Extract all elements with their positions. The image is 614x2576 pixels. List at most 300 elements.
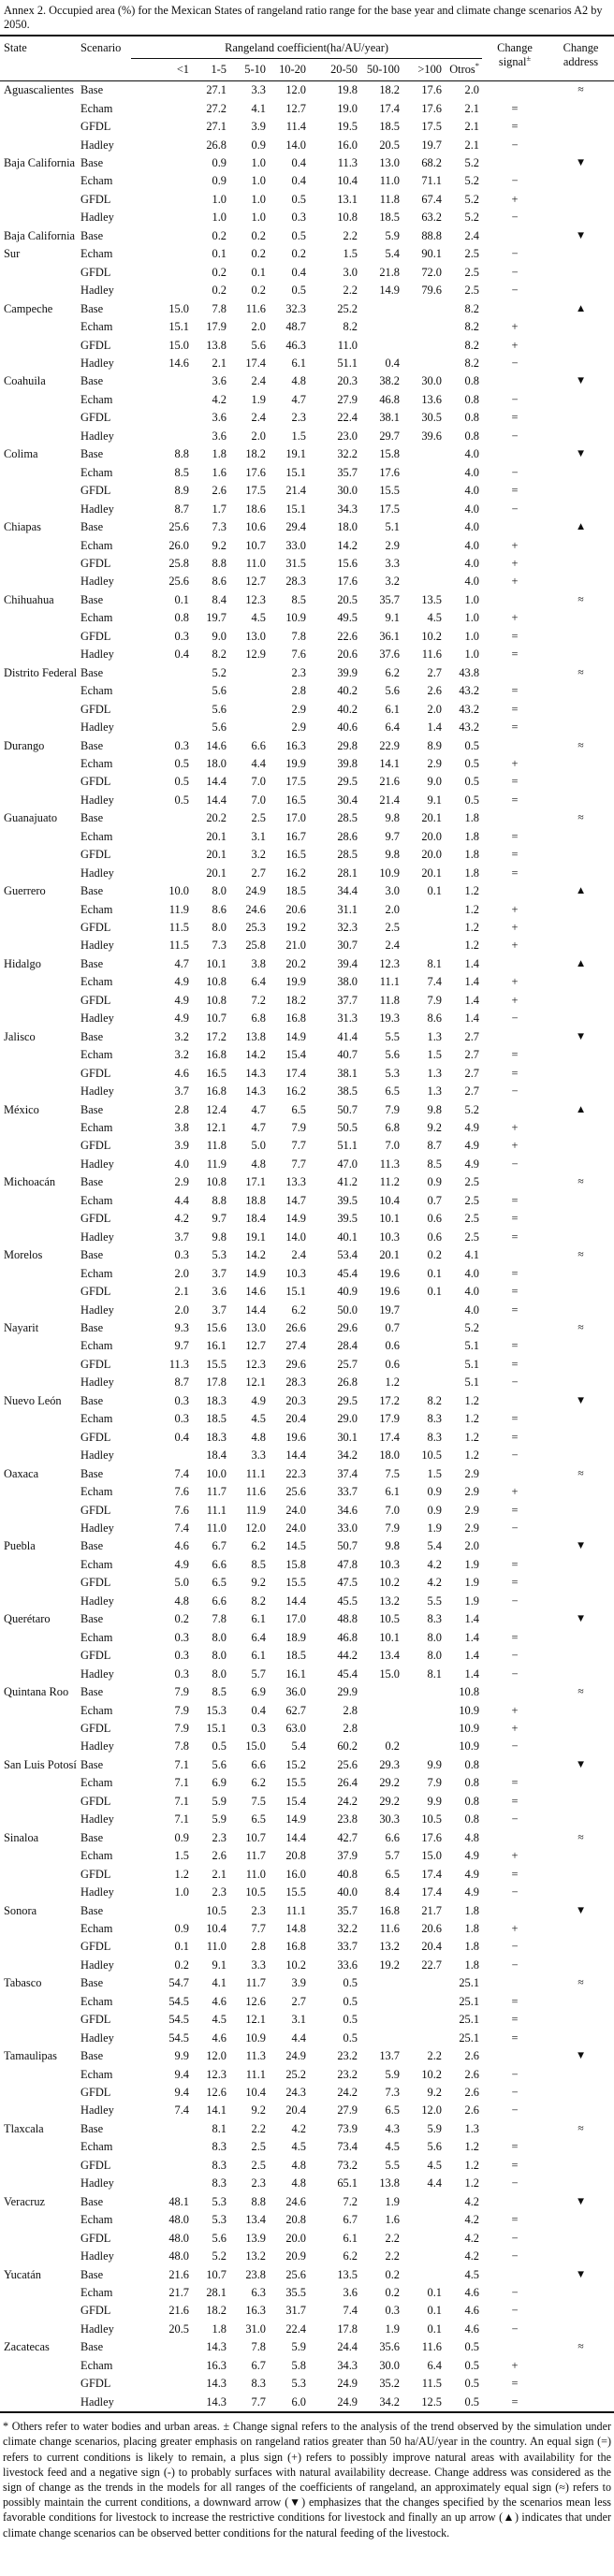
change-address-cell: ▼ bbox=[575, 1394, 587, 1406]
value-cell: 0.2 bbox=[174, 1612, 189, 1626]
value-cell: 1.0 bbox=[251, 211, 266, 225]
scenario-cell: Echam bbox=[80, 756, 113, 770]
value-cell: 1.4 bbox=[427, 720, 442, 735]
value-cell: 25.7 bbox=[337, 1357, 358, 1371]
change-signal-cell: = bbox=[511, 1794, 519, 1808]
value-cell: 2.6 bbox=[427, 684, 442, 698]
value-cell: 8.3 bbox=[427, 1612, 442, 1626]
scenario-cell: Echam bbox=[80, 2286, 113, 2300]
table-row bbox=[0, 1957, 614, 1974]
value-cell: 15.6 bbox=[337, 556, 358, 570]
table-row bbox=[0, 518, 614, 536]
change-signal-cell bbox=[482, 154, 548, 172]
value-cell: 11.0 bbox=[206, 1521, 227, 1535]
change-signal-cell bbox=[482, 1173, 548, 1191]
table-row bbox=[0, 464, 614, 482]
table-row bbox=[0, 2030, 614, 2047]
value-cell: 1.0 bbox=[464, 592, 480, 606]
change-signal-cell: − bbox=[511, 392, 519, 406]
value-cell: 11.6 bbox=[421, 2340, 442, 2354]
value-cell: 17.4 bbox=[245, 356, 266, 370]
value-cell: 0.4 bbox=[251, 1703, 266, 1717]
value-cell: 41.2 bbox=[337, 1175, 358, 1189]
value-cell: 25.2 bbox=[337, 301, 358, 315]
scenario-cell: Echam bbox=[80, 174, 113, 188]
scenario-cell: Base bbox=[80, 1612, 104, 1626]
value-cell bbox=[402, 337, 445, 355]
value-cell: 0.4 bbox=[385, 356, 400, 370]
value-cell: 1.4 bbox=[464, 1666, 480, 1681]
table-row bbox=[0, 573, 614, 590]
value-cell: 0.8 bbox=[464, 374, 480, 388]
change-signal-cell: = bbox=[511, 629, 519, 643]
value-cell: 41.4 bbox=[337, 1029, 358, 1043]
value-cell: 17.0 bbox=[285, 811, 306, 825]
value-cell: 13.2 bbox=[245, 2249, 266, 2263]
value-cell: 4.4 bbox=[174, 1193, 189, 1207]
value-cell: 40.6 bbox=[337, 720, 358, 735]
change-signal-cell: + bbox=[511, 1485, 519, 1499]
value-cell: 3.6 bbox=[212, 1285, 227, 1299]
value-cell: 26.0 bbox=[168, 538, 189, 552]
value-cell: 43.2 bbox=[459, 720, 480, 735]
value-cell: 8.8 bbox=[212, 556, 227, 570]
table-row bbox=[0, 609, 614, 627]
value-cell bbox=[402, 464, 445, 482]
value-cell: 0.9 bbox=[174, 1830, 189, 1844]
col-header-range-gt100: >100 bbox=[402, 58, 445, 81]
table-row bbox=[0, 1920, 614, 1938]
value-cell: 2.8 bbox=[343, 1721, 358, 1735]
value-cell: 1.5 bbox=[427, 1048, 442, 1062]
state-name: Zacatecas bbox=[4, 2340, 50, 2354]
value-cell: 14.2 bbox=[245, 1248, 266, 1262]
change-address-line2: address bbox=[563, 54, 599, 68]
value-cell: 1.9 bbox=[427, 1521, 442, 1535]
scenario-cell: Echam bbox=[80, 2140, 113, 2154]
value-cell: 17.5 bbox=[285, 775, 306, 789]
state-name: Durango bbox=[4, 738, 45, 752]
table-row bbox=[0, 1574, 614, 1592]
change-signal-cell bbox=[482, 1902, 548, 1920]
table-row bbox=[0, 337, 614, 355]
scenario-cell: Echam bbox=[80, 829, 113, 843]
value-cell: 0.5 bbox=[174, 756, 189, 770]
change-signal-cell: − bbox=[511, 1375, 519, 1390]
value-cell: 5.6 bbox=[251, 338, 266, 352]
change-address-cell: ≈ bbox=[577, 1322, 584, 1333]
scenario-cell: GFDL bbox=[80, 702, 111, 716]
value-cell: 1.8 bbox=[212, 2321, 227, 2336]
col-header-change-address bbox=[548, 36, 614, 81]
value-cell: 0.6 bbox=[385, 1339, 400, 1353]
value-cell: 38.2 bbox=[379, 374, 400, 388]
value-cell: 10.5 bbox=[206, 1903, 227, 1917]
value-cell: 4.8 bbox=[251, 1157, 266, 1171]
value-cell: 7.8 bbox=[212, 1612, 227, 1626]
value-cell: 0.5 bbox=[212, 1739, 227, 1754]
change-signal-cell bbox=[482, 1610, 548, 1628]
value-cell: 3.6 bbox=[212, 429, 227, 443]
value-cell: 7.3 bbox=[212, 939, 227, 953]
value-cell: 4.9 bbox=[464, 1139, 480, 1153]
value-cell: 11.3 bbox=[168, 1357, 189, 1371]
table-row bbox=[0, 792, 614, 809]
value-cell: 22.7 bbox=[421, 1957, 442, 1972]
value-cell: 12.7 bbox=[245, 575, 266, 589]
value-cell: 15.1 bbox=[168, 320, 189, 334]
value-cell: 8.3 bbox=[212, 2140, 227, 2154]
value-cell: 3.6 bbox=[212, 374, 227, 388]
value-cell: 8.6 bbox=[212, 575, 227, 589]
table-row bbox=[0, 1302, 614, 1319]
value-cell: 8.8 bbox=[251, 2194, 266, 2208]
value-cell bbox=[131, 2375, 192, 2393]
value-cell: 15.0 bbox=[379, 1666, 400, 1681]
value-cell: 5.6 bbox=[385, 1048, 400, 1062]
table-row bbox=[0, 1392, 614, 1410]
value-cell: 0.2 bbox=[427, 1248, 442, 1262]
value-cell: 15.5 bbox=[285, 1885, 306, 1899]
value-cell: 47.0 bbox=[337, 1157, 358, 1171]
value-cell: 10.9 bbox=[459, 1739, 480, 1754]
change-signal-cell: − bbox=[511, 465, 519, 479]
value-cell: 0.9 bbox=[212, 156, 227, 169]
value-cell: 10.3 bbox=[285, 1266, 306, 1280]
value-cell: 2.9 bbox=[291, 720, 306, 735]
value-cell: 14.4 bbox=[206, 793, 227, 807]
value-cell: 7.9 bbox=[174, 1703, 189, 1717]
value-cell: 16.3 bbox=[206, 2358, 227, 2372]
value-cell: 2.3 bbox=[291, 411, 306, 425]
change-signal-cell bbox=[482, 2193, 548, 2211]
value-cell: 10.5 bbox=[245, 1885, 266, 1899]
state-name: Colima bbox=[4, 447, 38, 461]
value-cell bbox=[402, 901, 445, 919]
scenario-cell: Echam bbox=[80, 1849, 113, 1863]
value-cell: 5.2 bbox=[464, 1102, 480, 1116]
value-cell bbox=[360, 1683, 402, 1701]
change-address-cell: ▼ bbox=[575, 157, 587, 168]
value-cell: 35.5 bbox=[285, 2286, 306, 2300]
value-cell: 12.4 bbox=[206, 1102, 227, 1116]
table-row bbox=[0, 2011, 614, 2029]
value-cell: 1.7 bbox=[212, 502, 227, 516]
change-signal-cell: + bbox=[511, 2358, 519, 2372]
value-cell: 0.1 bbox=[427, 2286, 442, 2300]
scenario-cell: GFDL bbox=[80, 120, 111, 134]
value-cell: 8.6 bbox=[212, 902, 227, 916]
change-signal-cell: − bbox=[511, 1739, 519, 1754]
value-cell: 8.0 bbox=[212, 1666, 227, 1681]
value-cell: 10.8 bbox=[337, 211, 358, 225]
value-cell: 46.3 bbox=[285, 338, 306, 352]
value-cell bbox=[131, 227, 192, 245]
value-cell: 5.3 bbox=[212, 2213, 227, 2227]
value-cell: 0.3 bbox=[174, 1248, 189, 1262]
value-cell: 20.5 bbox=[337, 592, 358, 606]
value-cell: 6.2 bbox=[385, 665, 400, 679]
change-signal-cell: = bbox=[511, 775, 519, 789]
scenario-cell: GFDL bbox=[80, 265, 111, 279]
value-cell: 0.4 bbox=[174, 1430, 189, 1444]
value-cell: 30.1 bbox=[337, 1430, 358, 1444]
value-cell: 6.6 bbox=[212, 1557, 227, 1571]
scenario-cell: GFDL bbox=[80, 1940, 111, 1954]
value-cell: 5.6 bbox=[385, 684, 400, 698]
value-cell: 21.7 bbox=[168, 2286, 189, 2300]
otros-asterisk: * bbox=[475, 60, 480, 70]
change-signal-cell: + bbox=[511, 611, 519, 625]
value-cell bbox=[131, 701, 192, 719]
value-cell: 16.8 bbox=[379, 1903, 400, 1917]
value-cell: 22.4 bbox=[337, 411, 358, 425]
value-cell: 10.8 bbox=[459, 1685, 480, 1699]
value-cell: 21.0 bbox=[285, 939, 306, 953]
value-cell: 4.0 bbox=[464, 575, 480, 589]
value-cell: 4.9 bbox=[174, 975, 189, 989]
value-cell: 0.2 bbox=[385, 2286, 400, 2300]
value-cell: 15.5 bbox=[379, 484, 400, 498]
value-cell: 30.3 bbox=[379, 1812, 400, 1826]
value-cell: 36.1 bbox=[379, 629, 400, 643]
value-cell bbox=[131, 118, 192, 136]
value-cell: 0.5 bbox=[291, 228, 306, 242]
value-cell: 2.3 bbox=[251, 1903, 266, 1917]
value-cell: 7.1 bbox=[174, 1776, 189, 1790]
value-cell: 17.8 bbox=[337, 2321, 358, 2336]
change-signal-sup: ± bbox=[526, 52, 532, 63]
scenario-cell: Base bbox=[80, 1393, 104, 1407]
value-cell: 0.9 bbox=[212, 174, 227, 188]
value-cell: 6.1 bbox=[251, 1612, 266, 1626]
value-cell: 20.5 bbox=[379, 138, 400, 152]
state-name: Quintana Roo bbox=[4, 1685, 69, 1699]
value-cell: 47.5 bbox=[337, 1576, 358, 1590]
change-address-cell: ▲ bbox=[575, 957, 587, 969]
value-cell: 0.9 bbox=[251, 138, 266, 152]
value-cell: 14.1 bbox=[379, 756, 400, 770]
value-cell: 11.8 bbox=[206, 1139, 227, 1153]
scenario-cell: Base bbox=[80, 1102, 104, 1116]
change-signal-cell bbox=[482, 737, 548, 755]
value-cell bbox=[131, 264, 192, 282]
value-cell: 5.9 bbox=[212, 1812, 227, 1826]
change-signal-cell: − bbox=[511, 1011, 519, 1026]
value-cell: 25.3 bbox=[245, 921, 266, 935]
value-cell: 11.6 bbox=[421, 648, 442, 662]
change-signal-cell bbox=[482, 809, 548, 827]
scenario-cell: GFDL bbox=[80, 2231, 111, 2245]
value-cell: 0.8 bbox=[464, 1812, 480, 1826]
value-cell: 1.2 bbox=[464, 2176, 480, 2190]
value-cell: 9.7 bbox=[212, 1212, 227, 1226]
value-cell: 6.8 bbox=[251, 1011, 266, 1026]
value-cell: 0.5 bbox=[464, 793, 480, 807]
value-cell: 14.3 bbox=[206, 2377, 227, 2391]
value-cell: 9.1 bbox=[427, 793, 442, 807]
scenario-cell: Hadley bbox=[80, 429, 114, 443]
value-cell: 0.1 bbox=[251, 265, 266, 279]
value-cell: 13.2 bbox=[379, 1594, 400, 1608]
value-cell: 5.6 bbox=[212, 702, 227, 716]
scenario-cell: Hadley bbox=[80, 1957, 114, 1972]
value-cell: 18.6 bbox=[245, 502, 266, 516]
change-address-cell: ≈ bbox=[577, 1176, 584, 1188]
value-cell: 1.4 bbox=[464, 1011, 480, 1026]
value-cell: 2.2 bbox=[427, 2049, 442, 2063]
change-signal-cell: = bbox=[511, 2158, 519, 2172]
value-cell: 0.5 bbox=[464, 775, 480, 789]
value-cell: 4.2 bbox=[427, 1557, 442, 1571]
value-cell: 1.9 bbox=[385, 2194, 400, 2208]
value-cell: 12.0 bbox=[421, 2103, 442, 2118]
value-cell: 0.6 bbox=[385, 1357, 400, 1371]
value-cell: 7.0 bbox=[251, 793, 266, 807]
change-signal-cell bbox=[482, 300, 548, 318]
table-row bbox=[0, 409, 614, 427]
value-cell: 5.2 bbox=[464, 174, 480, 188]
value-cell: 11.3 bbox=[337, 156, 358, 169]
value-cell: 28.4 bbox=[337, 1339, 358, 1353]
value-cell: 19.9 bbox=[285, 756, 306, 770]
value-cell: 3.1 bbox=[251, 829, 266, 843]
change-signal-cell: + bbox=[511, 902, 519, 916]
value-cell: 12.1 bbox=[245, 1375, 266, 1390]
scenario-cell: Base bbox=[80, 2121, 104, 2135]
value-cell: 5.6 bbox=[212, 2231, 227, 2245]
table-row bbox=[0, 1610, 614, 1628]
value-cell: 0.5 bbox=[464, 2377, 480, 2391]
value-cell: 9.2 bbox=[212, 538, 227, 552]
value-cell: 2.6 bbox=[212, 1849, 227, 1863]
change-signal-cell: = bbox=[511, 684, 519, 698]
scenario-cell: Hadley bbox=[80, 2030, 114, 2045]
value-cell: 24.2 bbox=[337, 1794, 358, 1808]
value-cell: 6.5 bbox=[385, 1084, 400, 1099]
value-cell: 15.5 bbox=[285, 1776, 306, 1790]
state-name: Chihuahua bbox=[4, 592, 54, 606]
change-address-line1: Change bbox=[563, 41, 599, 55]
value-cell: 4.5 bbox=[212, 2013, 227, 2027]
value-cell: 0.3 bbox=[174, 738, 189, 752]
change-address-cell: ▼ bbox=[575, 448, 587, 460]
value-cell: 1.9 bbox=[464, 1594, 480, 1608]
value-cell: 1.2 bbox=[464, 2158, 480, 2172]
table-row bbox=[0, 2175, 614, 2192]
value-cell: 4.3 bbox=[385, 2121, 400, 2135]
change-signal-cell bbox=[482, 1392, 548, 1410]
state-name: Jalisco bbox=[4, 1029, 36, 1043]
value-cell: 11.1 bbox=[245, 1466, 266, 1480]
scenario-cell: GFDL bbox=[80, 2377, 111, 2391]
table-row bbox=[0, 1210, 614, 1228]
value-cell: 3.0 bbox=[385, 884, 400, 898]
scenario-cell: Hadley bbox=[80, 1739, 114, 1754]
scenario-cell: GFDL bbox=[80, 1649, 111, 1663]
value-cell: 33.7 bbox=[337, 1940, 358, 1954]
value-cell: 14.6 bbox=[245, 1285, 266, 1299]
value-cell: 7.0 bbox=[385, 1139, 400, 1153]
value-cell: 13.8 bbox=[245, 1029, 266, 1043]
change-signal-cell: − bbox=[511, 1521, 519, 1535]
change-address-cell: ▼ bbox=[575, 375, 587, 387]
value-cell: 0.8 bbox=[174, 611, 189, 625]
value-cell: 20.1 bbox=[421, 811, 442, 825]
value-cell: 15.1 bbox=[285, 465, 306, 479]
value-cell: 6.5 bbox=[291, 1102, 306, 1116]
value-cell: 1.2 bbox=[464, 902, 480, 916]
value-cell: 9.7 bbox=[385, 829, 400, 843]
value-cell: 73.9 bbox=[337, 2121, 358, 2135]
value-cell: 17.2 bbox=[379, 1393, 400, 1407]
value-cell: 34.3 bbox=[337, 2358, 358, 2372]
value-cell: 3.3 bbox=[251, 1957, 266, 1972]
value-cell: 40.8 bbox=[337, 1867, 358, 1881]
value-cell: 11.1 bbox=[245, 2067, 266, 2081]
col-header-scenario: Scenario bbox=[80, 36, 131, 81]
value-cell: 20.1 bbox=[206, 866, 227, 880]
value-cell: 14.3 bbox=[206, 2394, 227, 2409]
value-cell: 7.1 bbox=[174, 1757, 189, 1771]
value-cell: 5.0 bbox=[174, 1576, 189, 1590]
value-cell: 5.9 bbox=[212, 1794, 227, 1808]
value-cell: 40.0 bbox=[337, 1885, 358, 1899]
value-cell bbox=[360, 2030, 402, 2047]
table-row bbox=[0, 1756, 614, 1774]
value-cell: 28.1 bbox=[337, 866, 358, 880]
value-cell: 28.5 bbox=[337, 848, 358, 862]
value-cell: 79.6 bbox=[421, 284, 442, 298]
value-cell: 6.9 bbox=[251, 1685, 266, 1699]
value-cell: 1.4 bbox=[464, 1630, 480, 1644]
value-cell: 0.8 bbox=[464, 411, 480, 425]
value-cell: 22.9 bbox=[379, 738, 400, 752]
table-row bbox=[0, 1356, 614, 1374]
value-cell: 0.6 bbox=[427, 1230, 442, 1244]
value-cell: 14.0 bbox=[285, 138, 306, 152]
value-cell: 16.5 bbox=[285, 848, 306, 862]
col-header-range-lt1: <1 bbox=[131, 58, 192, 81]
value-cell: 14.9 bbox=[285, 1212, 306, 1226]
value-cell: 11.6 bbox=[245, 301, 266, 315]
change-address-cell: ≈ bbox=[577, 1831, 584, 1843]
value-cell: 19.1 bbox=[245, 1230, 266, 1244]
value-cell: 0.8 bbox=[464, 392, 480, 406]
value-cell: 29.5 bbox=[337, 775, 358, 789]
value-cell: 17.6 bbox=[421, 83, 442, 97]
change-signal-cell: + bbox=[511, 921, 519, 935]
change-signal-cell: = bbox=[511, 866, 519, 880]
value-cell: 1.3 bbox=[427, 1066, 442, 1080]
state-name: Querétaro bbox=[4, 1612, 51, 1626]
value-cell: 1.0 bbox=[251, 192, 266, 206]
change-signal-cell: = bbox=[511, 1266, 519, 1280]
value-cell: 11.2 bbox=[379, 1175, 400, 1189]
table-row bbox=[0, 846, 614, 864]
change-signal-cell: = bbox=[511, 1048, 519, 1062]
value-cell: 1.9 bbox=[251, 392, 266, 406]
value-cell bbox=[402, 1702, 445, 1720]
value-cell: 2.7 bbox=[251, 866, 266, 880]
scenario-cell: Echam bbox=[80, 392, 113, 406]
value-cell bbox=[402, 1319, 445, 1337]
value-cell: 23.0 bbox=[337, 429, 358, 443]
value-cell: 4.9 bbox=[174, 993, 189, 1007]
scenario-cell: Echam bbox=[80, 975, 113, 989]
change-signal-cell: + bbox=[511, 939, 519, 953]
scenario-cell: GFDL bbox=[80, 2086, 111, 2100]
